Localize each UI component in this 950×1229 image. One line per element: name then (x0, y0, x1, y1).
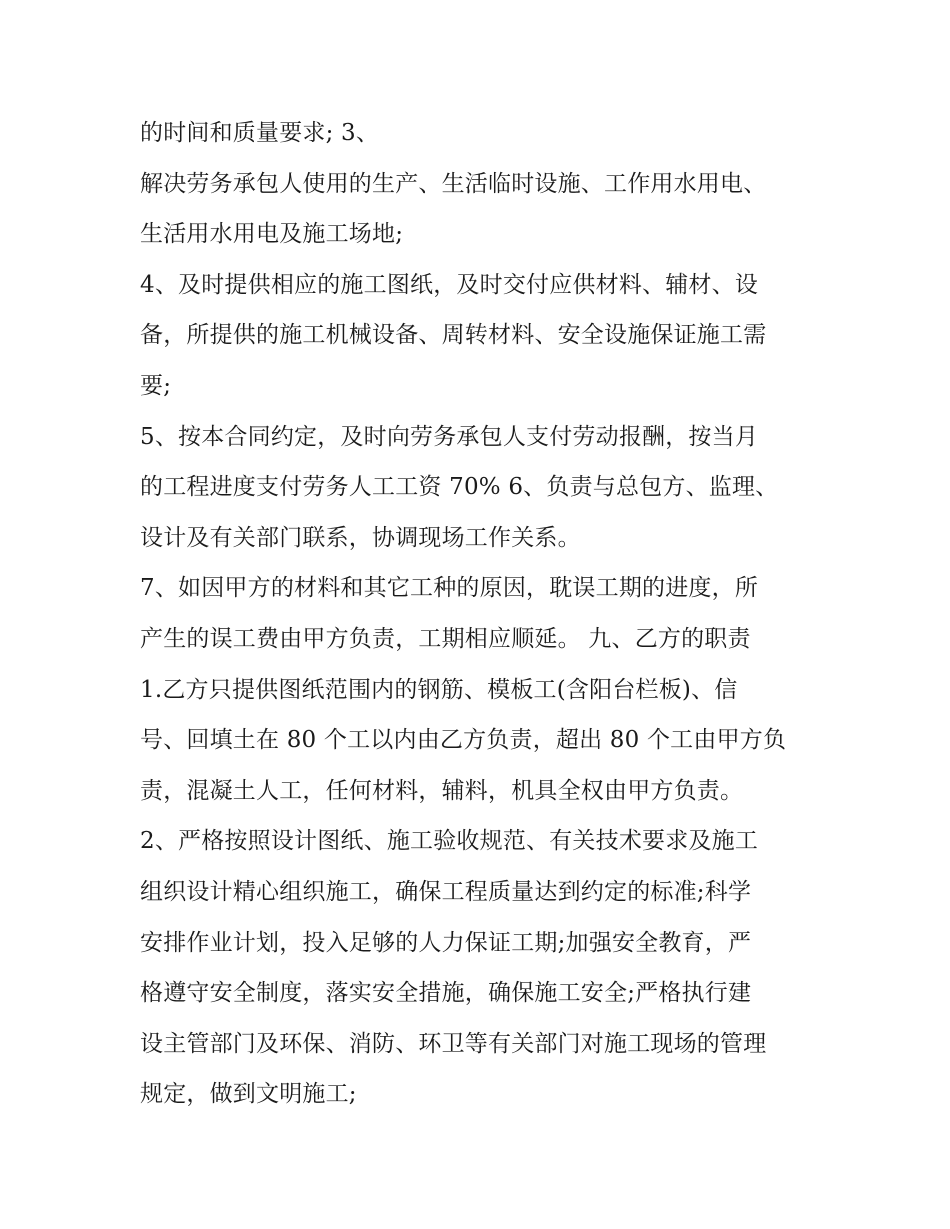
text-line: 设计及有关部门联系，协调现场工作关系。 (140, 524, 581, 551)
text-line: 格遵守安全制度，落实安全措施，确保施工安全;严格执行建 (140, 980, 752, 1007)
text-line: 生活用水用电及施工场地; (140, 221, 404, 248)
text-line: 7、如因甲方的材料和其它工种的原因，耽误工期的进度，所 (140, 575, 759, 602)
text-line: 产生的误工费由甲方负责，工期相应顺延。 九、乙方的职责 (140, 625, 751, 652)
text-line: 备，所提供的施工机械设备、周转材料、安全设施保证施工需 (140, 322, 767, 349)
text-line: 要; (140, 372, 172, 399)
text-line: 责，混凝土人工，任何材料，辅料，机具全权由甲方负责。 (140, 777, 744, 804)
text-line: 的时间和质量要求; 3、 (140, 120, 380, 146)
text-line: 5、按本合同约定，及时向劳务承包人支付劳动报酬，按当月 (140, 423, 759, 450)
text-line: 号、回填土在 80 个工以内由乙方负责，超出 80 个工由甲方负 (140, 727, 787, 754)
text-line: 安排作业计划，投入足够的人力保证工期;加强安全教育，严 (140, 929, 752, 956)
text-line: 4、及时提供相应的施工图纸，及时交付应供材料、辅材、设 (140, 271, 759, 298)
text-line: 2、严格按照设计图纸、施工验收规范、有关技术要求及施工 (140, 828, 759, 855)
text-line: 设主管部门及环保、消防、环卫等有关部门对施工现场的管理 (140, 1030, 767, 1057)
text-line: 1.乙方只提供图纸范围内的钢筋、模板工(含阳台栏板)、信 (140, 676, 738, 703)
text-line: 解决劳务承包人使用的生产、生活临时设施、工作用水用电、 (140, 170, 767, 197)
text-line: 规定，做到文明施工; (140, 1081, 357, 1108)
text-line: 的工程进度支付劳务人工工资 70% 6、负责与总包方、监理、 (140, 474, 779, 501)
document-body (140, 108, 830, 1120)
text-line: 组织设计精心组织施工，确保工程质量达到约定的标准;科学 (140, 878, 752, 905)
